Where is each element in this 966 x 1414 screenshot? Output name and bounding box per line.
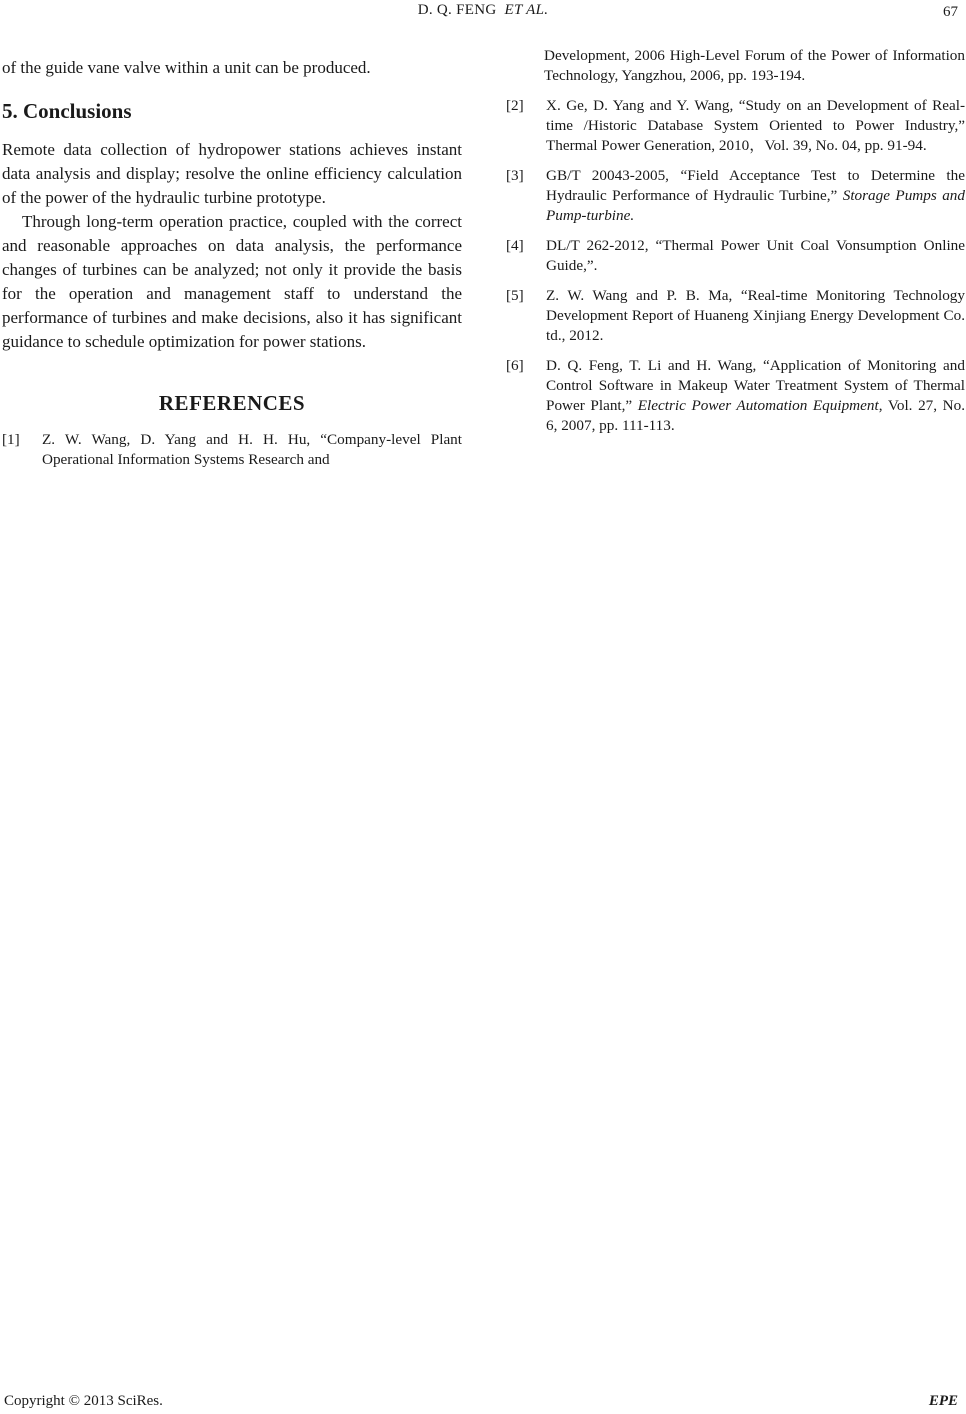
journal-abbreviation: EPE: [928, 1393, 958, 1409]
reference-text: [546, 356, 965, 436]
running-title: [0, 2, 966, 19]
reference-item-1: [2, 430, 462, 470]
reference-number: [3]: [506, 167, 524, 184]
reference-text: X. Ge, D. Yang and Y. Wang, “Study on an Development of Real-time /Historic Database System Oriented to Power Industry,” Thermal Power Generation, 2010，Vol. 39, No. 04, pp. 91-94.: [546, 97, 965, 154]
reference-item-5: [506, 286, 965, 346]
reference-number: [6]: [506, 357, 524, 374]
section-heading-conclusions: 5. Conclusions: [2, 99, 132, 123]
left-column: [2, 56, 462, 480]
copyright-notice: Copyright © 2013 SciRes.: [4, 1393, 163, 1409]
conclusions-paragraph-1: Remote data collection of hydropower stations achieves instant data analysis and display; resolve the online efficiency calculation of the power of the hydraulic turbine prototype.: [2, 140, 462, 207]
header-author: D. Q. FENG: [417, 2, 497, 18]
reference-number: [2]: [506, 97, 524, 114]
reference-text-main: GB/T 20043-2005, “Field Acceptance Test to Determine the Hydraulic Performance of Hydraulic Turbine,”: [546, 167, 965, 204]
reference-text: [546, 166, 965, 226]
reference-item-6: [506, 356, 965, 436]
right-column: [506, 46, 965, 446]
reference-list-left: [2, 430, 462, 470]
reference-text: Z. W. Wang, D. Yang and H. H. Hu, “Company-level Plant Operational Information Systems Research and: [42, 431, 462, 468]
page-number: 67: [943, 4, 958, 20]
reference-text-italic: Electric Power Automation Equipment: [637, 397, 879, 414]
page-footer: [0, 1393, 966, 1413]
reference-number: [4]: [506, 237, 524, 254]
reference-item-3: [506, 166, 965, 226]
reference-text: Z. W. Wang and P. B. Ma, “Real-time Monitoring Technology Development Report of Huaneng Xinjiang Energy Development Co. td., 2012.: [546, 287, 965, 344]
reference-item-2: [506, 96, 965, 156]
reference-number: [5]: [506, 287, 524, 304]
reference-item-4: [506, 236, 965, 276]
page-header: [0, 0, 966, 30]
references-heading: REFERENCES: [158, 391, 306, 415]
reference-text-main: D. Q. Feng, T. Li and H. Wang, “Application of Monitoring and Control Software in Makeup Water Treatment System of Thermal Power Plant,”: [546, 357, 965, 414]
reference-item-1-continued: Development, 2006 High-Level Forum of the Power of Information Technology, Yangzhou, 2006, pp. 193-194.: [544, 47, 965, 84]
reference-text: DL/T 262-2012, “Thermal Power Unit Coal Vonsumption Online Guide,”.: [546, 237, 965, 274]
reference-number: [1]: [2, 431, 20, 448]
header-etal: ET AL.: [504, 2, 549, 18]
continued-paragraph: of the guide vane valve within a unit can be produced.: [2, 58, 371, 77]
reference-text-italic: Storage Pumps and Pump-turbine.: [546, 187, 965, 224]
conclusions-paragraph-2: Through long-term operation practice, coupled with the correct and reasonable approaches on data analysis, the performance changes of turbines can be analyzed; not only it provide the basis for the operation and management staff to understand the performance of turbines and make decisions, also it has significant guidance to schedule optimization for power stations.: [2, 212, 462, 351]
reference-text-tail: , Vol. 27, No. 6, 2007, pp. 111-113.: [546, 397, 966, 434]
